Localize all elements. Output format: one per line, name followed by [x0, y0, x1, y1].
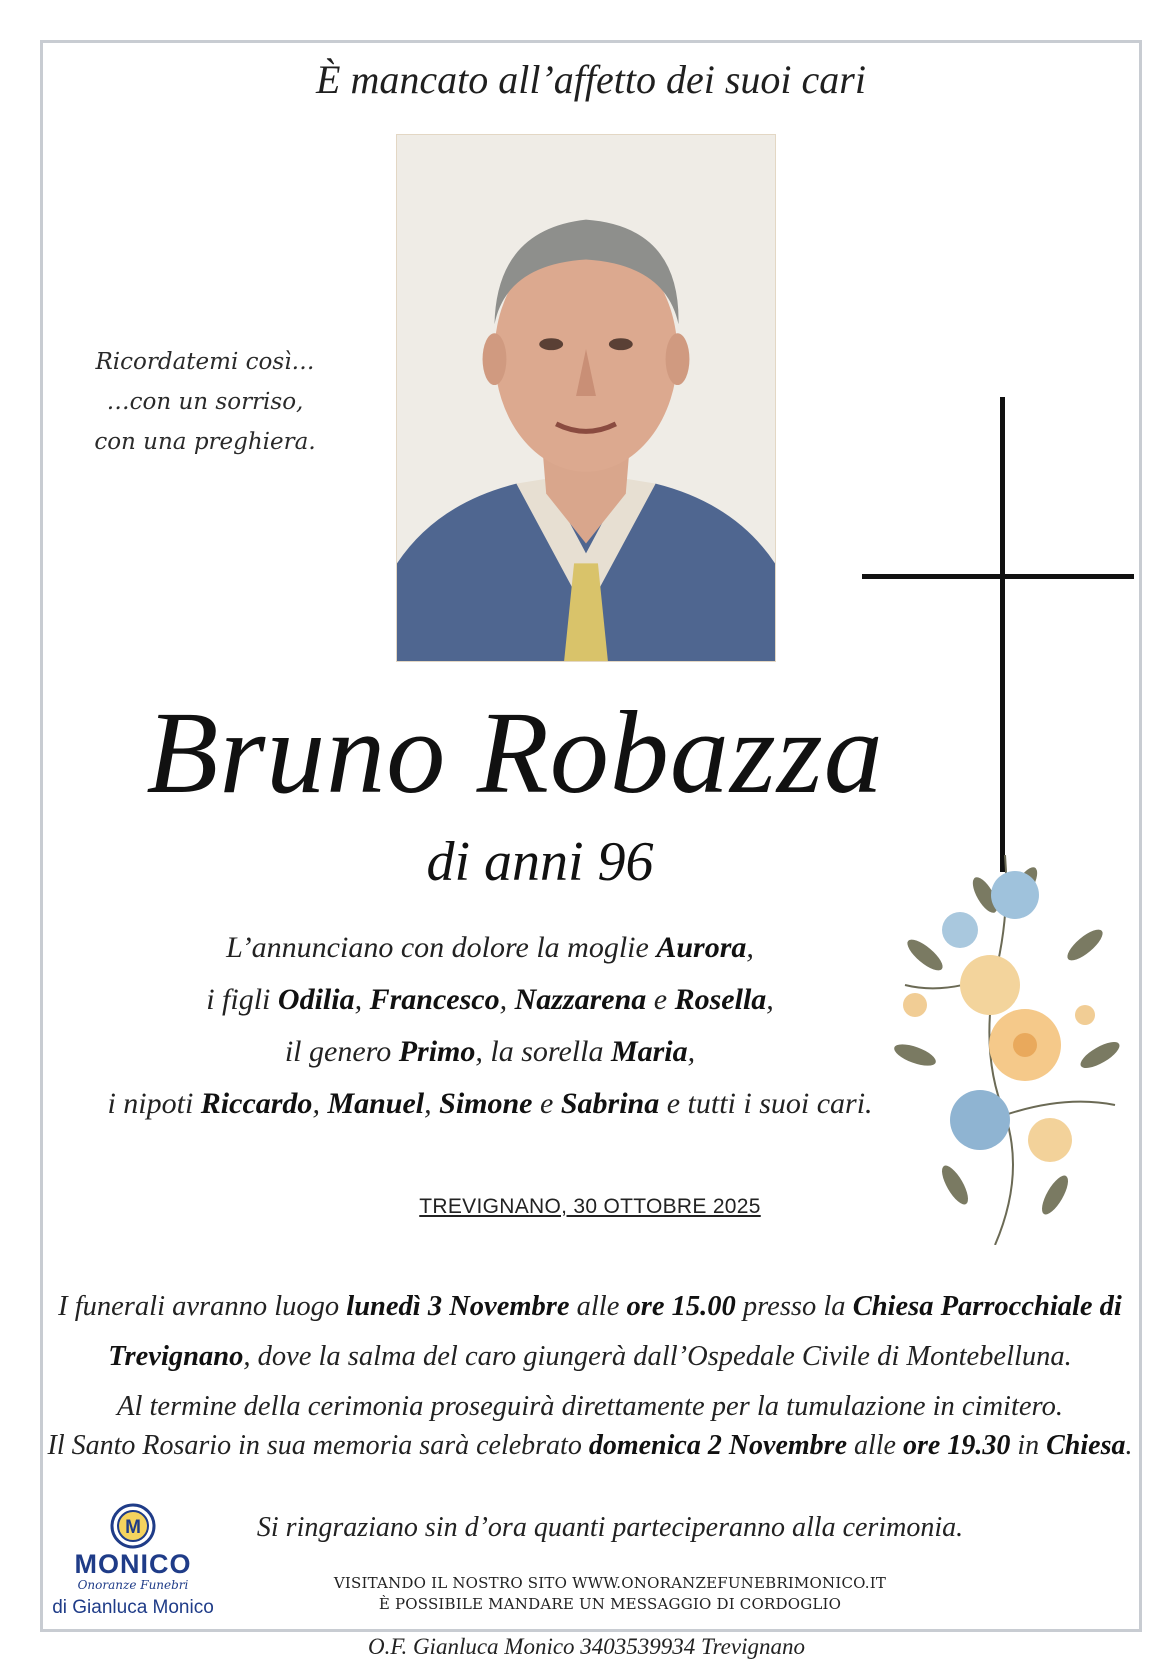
family-member: Simone: [439, 1087, 533, 1120]
family-member: Maria: [610, 1035, 688, 1068]
memorial-quote: [80, 342, 330, 462]
family-text: e: [532, 1087, 561, 1120]
rosary-text: Il Santo Rosario in sua memoria sarà celebrato: [47, 1430, 589, 1461]
quote-line: …con un sorriso,: [106, 389, 304, 415]
family-line: [40, 974, 940, 1026]
logo-brand: MONICO: [74, 1549, 192, 1579]
family-text: i nipoti: [107, 1087, 201, 1120]
rosary-time: ore 19.30: [903, 1430, 1011, 1461]
portrait-illustration: [397, 135, 775, 661]
family-text: ,: [424, 1087, 440, 1120]
family-member: Aurora: [656, 931, 747, 964]
funeral-date: lunedì 3 Novembre: [346, 1291, 570, 1322]
logo-owner: di Gianluca Monico: [52, 1597, 214, 1618]
rosary-text: .: [1125, 1430, 1133, 1461]
funeral-text: presso la: [735, 1291, 853, 1322]
funeral-text: alle: [569, 1291, 627, 1322]
family-text: i figli: [206, 983, 278, 1016]
family-text: ,: [766, 983, 774, 1016]
family-member: Francesco: [369, 983, 500, 1016]
family-line: [40, 1026, 940, 1078]
family-text: ,: [687, 1035, 696, 1068]
rosary-details: [45, 1430, 1135, 1462]
family-announcement: [40, 922, 940, 1130]
family-text: L’annunciano con dolore la moglie: [226, 931, 657, 964]
funeral-text: I funerali avranno luogo: [58, 1291, 347, 1322]
family-text: e: [646, 983, 675, 1016]
logo-subtitle: Onoranze Funebri: [77, 1578, 189, 1592]
monico-emblem-icon: [109, 1502, 157, 1550]
rosary-text: alle: [847, 1430, 903, 1461]
funeral-details: [45, 1282, 1135, 1432]
quote-line: Ricordatemi così…: [95, 349, 315, 375]
header-text: È mancato all’affetto dei suoi cari: [316, 57, 866, 102]
family-text: , la sorella: [475, 1035, 611, 1068]
website-notice: [250, 1573, 970, 1615]
funeral-text: , dove la salma del caro giungerà dall’Ospedale Civile di Montebelluna.: [243, 1341, 1072, 1372]
rosary-location: Chiesa: [1046, 1430, 1126, 1461]
family-text: ,: [312, 1087, 328, 1120]
funeral-time: ore 15.00: [626, 1291, 736, 1322]
monico-logo: [48, 1502, 218, 1627]
portrait-photo: [396, 134, 776, 662]
family-member: Rosella: [674, 983, 767, 1016]
website-line: È POSSIBILE MANDARE UN MESSAGGIO DI CORDOGLIO: [378, 1595, 842, 1613]
rosary-text: in: [1010, 1430, 1047, 1461]
deceased-age: di anni 96: [426, 831, 654, 893]
place-date: TREVIGNANO, 30 OTTOBRE 2025: [419, 1195, 761, 1218]
family-member: Sabrina: [560, 1087, 660, 1120]
deceased-name: Bruno Robazza: [146, 687, 884, 818]
family-member: Riccardo: [200, 1087, 313, 1120]
cross-icon-bar: [862, 574, 1134, 579]
family-member: Odilia: [277, 983, 355, 1016]
family-member: Manuel: [327, 1087, 425, 1120]
family-line: [40, 1078, 940, 1130]
family-text: il genero: [284, 1035, 399, 1068]
family-member: Nazzarena: [514, 983, 647, 1016]
family-text: ,: [354, 983, 370, 1016]
funeral-text: Al termine della cerimonia proseguirà direttamente per la tumulazione in cimitero.: [117, 1391, 1063, 1422]
thanks-text: Si ringraziano sin d’ora quanti parteciperanno alla cerimonia.: [256, 1512, 964, 1543]
footer-contact: O.F. Gianluca Monico 3403539934 Trevignano: [368, 1634, 805, 1659]
family-text: ,: [499, 983, 515, 1016]
quote-line: con una preghiera.: [94, 429, 316, 455]
funeral-location: Chiesa Parrocchiale di Trevignano: [108, 1291, 1122, 1372]
family-member: Primo: [398, 1035, 476, 1068]
cross-icon: [1000, 397, 1005, 872]
family-line: [40, 922, 940, 974]
emblem-letter: M: [125, 1517, 141, 1538]
family-text: ,: [746, 931, 754, 964]
family-text: e tutti i suoi cari.: [659, 1087, 873, 1120]
website-line: VISITANDO IL NOSTRO SITO WWW.ONORANZEFUNEBRIMONICO.IT: [333, 1574, 887, 1592]
rosary-date: domenica 2 Novembre: [588, 1430, 847, 1461]
